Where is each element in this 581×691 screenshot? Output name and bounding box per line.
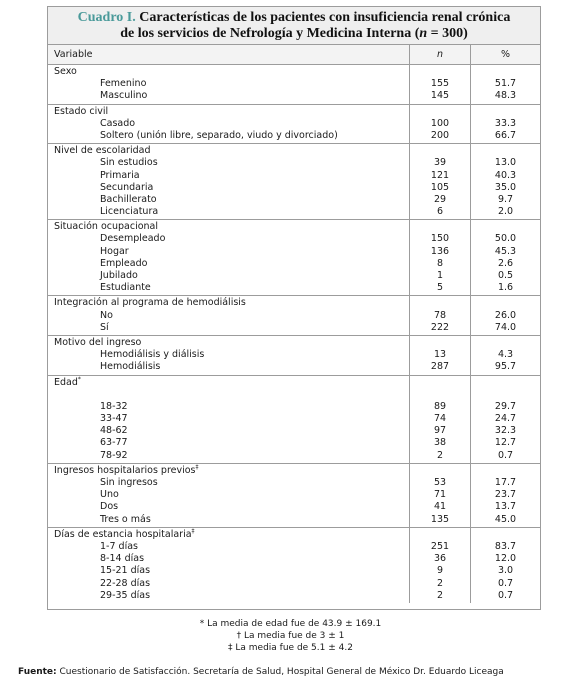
table-row-label: 63-77 <box>100 437 128 449</box>
table-header <box>48 45 540 65</box>
table-row-pct: 95.7 <box>494 361 517 373</box>
header-variable: Variable <box>54 49 93 60</box>
table-row-n: 74 <box>433 413 447 425</box>
table-row-label: 78-92 <box>100 449 128 461</box>
table-row-label: Jubilado <box>100 270 138 281</box>
table-row-n: 29 <box>433 193 447 205</box>
table-row-n: 222 <box>430 321 450 333</box>
table-row-label: Hemodiálisis y diálisis <box>100 349 205 361</box>
section-variable-cell <box>48 528 409 603</box>
table-frame <box>47 6 541 610</box>
table-row-n: 78 <box>433 309 447 321</box>
table-section <box>48 105 540 145</box>
table-row-pct: 45.0 <box>494 513 517 525</box>
table-row-n: 38 <box>433 437 447 449</box>
table-row-label: Secundaria <box>100 181 154 193</box>
table-row-pct: 17.7 <box>494 477 517 488</box>
table-row-label: Masculino <box>100 90 148 102</box>
table-row-n: 6 <box>436 206 444 218</box>
table-section <box>48 296 540 336</box>
section-title: Sexo <box>54 66 77 77</box>
section-variable-cell <box>48 105 409 144</box>
table-row-label: 33-47 <box>100 413 128 425</box>
table-row-pct: 23.7 <box>494 489 517 501</box>
table-row-n: 2 <box>436 577 444 589</box>
table-row-pct: 45.3 <box>494 245 517 257</box>
table-row-pct: 33.3 <box>494 117 517 129</box>
section-n-cell <box>409 220 470 295</box>
section-pct-cell <box>470 65 540 104</box>
section-variable-cell <box>48 296 409 335</box>
table-section <box>48 336 540 376</box>
table-row-pct: 2.6 <box>497 257 514 269</box>
table-row-pct: 50.0 <box>494 233 517 245</box>
section-n-cell <box>409 65 470 104</box>
section-pct-cell <box>470 376 540 463</box>
table-row-pct: 4.3 <box>497 349 514 361</box>
table-row-n: 71 <box>433 489 447 501</box>
table-row-pct: 12.0 <box>494 553 517 565</box>
table-row-label: Uno <box>100 489 119 501</box>
header-pct: % <box>470 45 540 64</box>
table-row-pct: 12.7 <box>494 437 517 449</box>
table-row-label: Hogar <box>100 245 129 257</box>
table-section <box>48 528 540 603</box>
table-row-pct: 66.7 <box>494 129 517 141</box>
table-row-pct: 29.7 <box>494 400 517 412</box>
table-body <box>48 65 540 603</box>
section-pct-cell <box>470 336 540 375</box>
table-row-n: 5 <box>436 282 444 294</box>
table-row-n: 53 <box>433 477 447 488</box>
table-row-label: Primaria <box>100 169 140 181</box>
section-pct-cell <box>470 220 540 295</box>
table-row-n: 8 <box>436 257 444 269</box>
table-row-pct: 13.0 <box>494 157 517 169</box>
section-variable-cell <box>48 376 409 463</box>
section-title: Motivo del ingreso <box>54 336 142 348</box>
section-n-cell <box>409 336 470 375</box>
table-row-label: Licenciatura <box>100 206 159 218</box>
table-row-n: 89 <box>433 400 447 412</box>
table-row-pct: 24.7 <box>494 413 517 425</box>
note-age: * La media de edad fue de 43.9 ± 169.1 <box>199 619 382 629</box>
table-row-pct: 9.7 <box>497 193 514 205</box>
table-section <box>48 144 540 220</box>
table-row-pct: 3.0 <box>497 565 514 577</box>
table-row-n: 145 <box>430 90 450 102</box>
section-title: Estado civil <box>54 105 109 117</box>
table-row-n: 2 <box>436 449 444 461</box>
table-row-pct: 0.5 <box>497 270 514 281</box>
table-row-label: 8-14 días <box>100 553 145 565</box>
table-row-pct: 1.6 <box>497 282 514 294</box>
header-n: n <box>409 45 470 64</box>
table-row-pct: 2.0 <box>497 206 514 218</box>
table-section <box>48 376 540 464</box>
table-row-pct: 35.0 <box>494 181 517 193</box>
table-row-n: 135 <box>430 513 450 525</box>
table-row-label: 22-28 días <box>100 577 151 589</box>
table-row-pct: 0.7 <box>497 589 514 601</box>
section-pct-cell <box>470 528 540 603</box>
source-note: Fuente: Cuestionario de Satisfacción. Secretaría de Salud, Hospital General de México Dr. Eduardo Liceaga <box>18 667 504 677</box>
table-row-pct: 74.0 <box>494 321 517 333</box>
table-row-n: 121 <box>430 169 450 181</box>
table-row-label: Empleado <box>100 257 148 269</box>
section-pct-cell <box>470 464 540 527</box>
table-row-label: Femenino <box>100 78 147 90</box>
table-row-pct: 32.3 <box>494 425 517 437</box>
table-row-pct: 13.7 <box>494 501 517 513</box>
table-row-n: 2 <box>436 589 444 601</box>
table-row-label: Sin ingresos <box>100 477 158 488</box>
table-row-n: 41 <box>433 501 447 513</box>
note-stay: ‡ La media fue de 5.1 ± 4.2 <box>228 643 353 653</box>
table-notes <box>0 618 581 654</box>
table-row-n: 1 <box>436 270 444 281</box>
table-row-label: Sí <box>100 321 109 333</box>
table-row-n <box>410 389 470 401</box>
table-row-n: 39 <box>433 157 447 169</box>
section-title: Integración al programa de hemodiálisis <box>54 297 246 309</box>
section-title: Días de estancia hospitalaria‡ <box>54 527 195 540</box>
table-row-label: 1-7 días <box>100 540 138 552</box>
table-row-pct: 0.7 <box>497 577 514 589</box>
table-row-label: Estudiante <box>100 282 151 294</box>
table-row-label: Bachillerato <box>100 193 157 205</box>
section-title: Ingresos hospitalarios previos‡ <box>54 463 199 476</box>
section-variable-cell <box>48 220 409 295</box>
table-row-pct: 51.7 <box>494 78 517 90</box>
section-n-cell <box>409 296 470 335</box>
table-row-n: 155 <box>430 78 450 90</box>
table-row-label: Casado <box>100 117 136 129</box>
section-n-cell <box>409 376 470 463</box>
section-n-cell <box>409 144 470 219</box>
table-row-label: Hemodiálisis <box>100 361 161 373</box>
section-pct-cell <box>470 105 540 144</box>
title-line-1: Cuadro I. Características de los pacientes con insuficiencia renal crónica <box>77 10 511 25</box>
section-n-cell <box>409 528 470 603</box>
table-row-n: 100 <box>430 117 450 129</box>
table-row-n: 251 <box>430 540 450 552</box>
table-section <box>48 464 540 528</box>
table-row-n: 36 <box>433 553 447 565</box>
table-row-n: 287 <box>430 361 450 373</box>
table-row-pct: 40.3 <box>494 169 517 181</box>
table-row-label: 15-21 días <box>100 565 151 577</box>
table-row-label: Desempleado <box>100 233 166 245</box>
table-section <box>48 220 540 296</box>
table-row-label <box>54 389 409 401</box>
table-row-label: Soltero (unión libre, separado, viudo y divorciado) <box>100 129 338 141</box>
section-title: Edad* <box>54 375 81 388</box>
table-section <box>48 65 540 105</box>
table-row-pct: 0.7 <box>497 449 514 461</box>
table-row-label: No <box>100 309 113 321</box>
table-row-label: Dos <box>100 501 119 513</box>
section-variable-cell <box>48 336 409 375</box>
table-row-label: Sin estudios <box>100 157 158 169</box>
note-admissions: † La media fue de 3 ± 1 <box>236 631 345 641</box>
title-line-2: de los servicios de Nefrología y Medicina Interna (n = 300) <box>120 26 468 41</box>
table-row-n: 136 <box>430 245 450 257</box>
section-pct-cell <box>470 296 540 335</box>
table-row-pct: 48.3 <box>494 90 517 102</box>
table-row-n: 97 <box>433 425 447 437</box>
table-row-n: 9 <box>436 565 444 577</box>
table-row-n: 150 <box>430 233 450 245</box>
section-title: Nivel de escolaridad <box>54 145 151 157</box>
section-n-cell <box>409 105 470 144</box>
table-row-n: 200 <box>430 129 450 141</box>
table-row-n: 13 <box>433 349 447 361</box>
table-row-pct: 83.7 <box>494 540 517 552</box>
table-row-label: 48-62 <box>100 425 128 437</box>
table-row-label: 29-35 días <box>100 589 151 601</box>
table-row-label: 18-32 <box>100 400 128 412</box>
table-row-pct <box>471 389 540 401</box>
section-n-cell <box>409 464 470 527</box>
section-variable-cell <box>48 464 409 527</box>
table-row-n: 105 <box>430 181 450 193</box>
table-label: Cuadro I. <box>77 10 136 25</box>
section-variable-cell <box>48 65 409 104</box>
section-pct-cell <box>470 144 540 219</box>
table-row-label: Tres o más <box>100 513 151 525</box>
table-row-pct: 26.0 <box>494 309 517 321</box>
section-variable-cell <box>48 144 409 219</box>
section-title: Situación ocupacional <box>54 221 159 233</box>
table-title <box>48 7 540 45</box>
